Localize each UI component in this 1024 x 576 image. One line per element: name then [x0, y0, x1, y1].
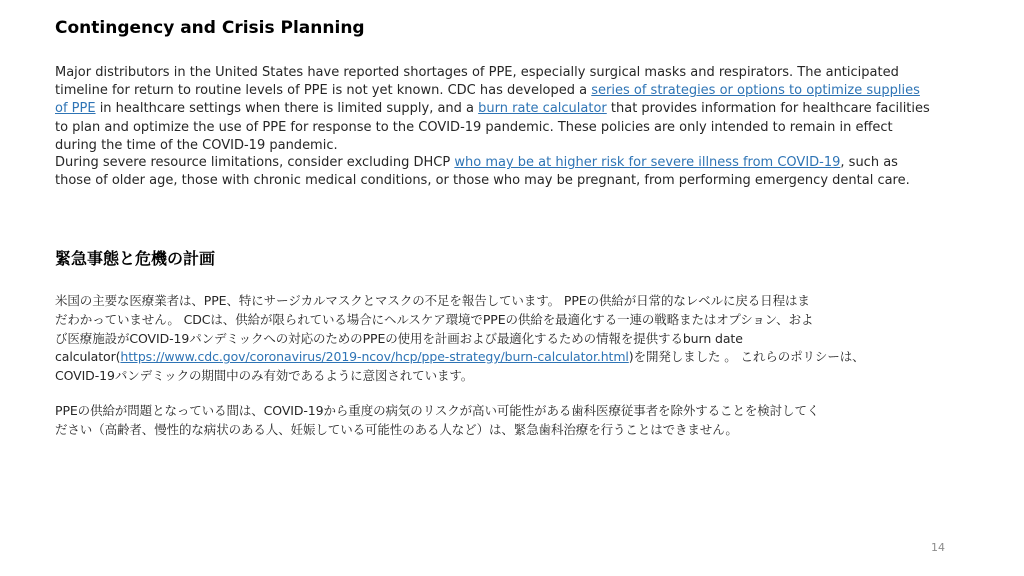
text-line: , such as: [840, 155, 898, 170]
text-line: that provides information for healthcare facilities: [606, 101, 930, 117]
text-line: だわかっていません。 CDCは、供給が限られている場合にヘルスケア環境でPPEの供給を最適化する一連の戦略またはオプション、およ: [55, 311, 814, 327]
text-line: timeline for return to routine levels of PPE is not yet known. CDC has developed a: [55, 83, 592, 99]
ppe-strategies-link[interactable]: series of strategies or options to optimize supplies: [591, 83, 920, 99]
japanese-paragraph-2: [55, 402, 819, 440]
text-line: COVID-19パンデミックの期間中のみ有効であるように意図されています。: [55, 368, 474, 384]
burn-rate-calculator-link[interactable]: burn rate calculator: [478, 101, 607, 117]
text-line: )を開発しました 。 これらのポリシーは、: [628, 349, 865, 365]
text-line: ださい（高齢者、慢性的な病状のある人、妊娠している可能性のある人など）は、緊急歯科治療を行うことはできません。: [55, 421, 738, 437]
higher-risk-link[interactable]: who may be at higher risk for severe illness from COVID-19: [454, 155, 841, 170]
english-paragraph-2: [55, 154, 910, 190]
burn-calculator-url-link[interactable]: https://www.cdc.gov/coronavirus/2019-ncov/hcp/ppe-strategy/burn-calculator.html: [120, 349, 629, 365]
japanese-paragraph-1: [55, 292, 865, 386]
text-line: Major distributors in the United States have reported shortages of PPE, especially surgical masks and respirators. The anticipated: [55, 65, 899, 80]
text-line: those of older age, those with chronic medical conditions, or those who may be pregnant, from performing emergency dental care.: [55, 173, 910, 189]
text-line: PPEの供給が問題となっている間は、COVID-19から重度の病気のリスクが高い可能性がある歯科医療従事者を除外することを検討してく: [55, 403, 820, 418]
ppe-strategies-link-cont[interactable]: of PPE: [55, 101, 96, 117]
text-line: During severe resource limitations, consider excluding DHCP: [55, 155, 455, 170]
text-line: び医療施設がCOVID-19パンデミックへの対応のためのPPEの使用を計画および最適化するための情報を提供するburn date: [55, 330, 743, 346]
english-paragraph-1: [55, 64, 930, 155]
page-number: 14: [931, 541, 945, 554]
text-line: to plan and optimize the use of PPE for response to the COVID-19 pandemic. These policies are only intended to remain in effect: [55, 119, 893, 135]
slide-title-japanese: 緊急事態と危機の計画: [55, 249, 216, 268]
text-line: calculator(: [55, 349, 121, 365]
text-line: 米国の主要な医療業者は、PPE、特にサージカルマスクとマスクの不足を報告しています。 PPEの供給が日常的なレベルに戻る日程はま: [55, 293, 810, 308]
slide-title-english: Contingency and Crisis Planning: [55, 18, 365, 38]
text-line: during the time of the COVID-19 pandemic.: [55, 137, 338, 153]
text-line: in healthcare settings when there is limited supply, and a: [95, 101, 479, 117]
